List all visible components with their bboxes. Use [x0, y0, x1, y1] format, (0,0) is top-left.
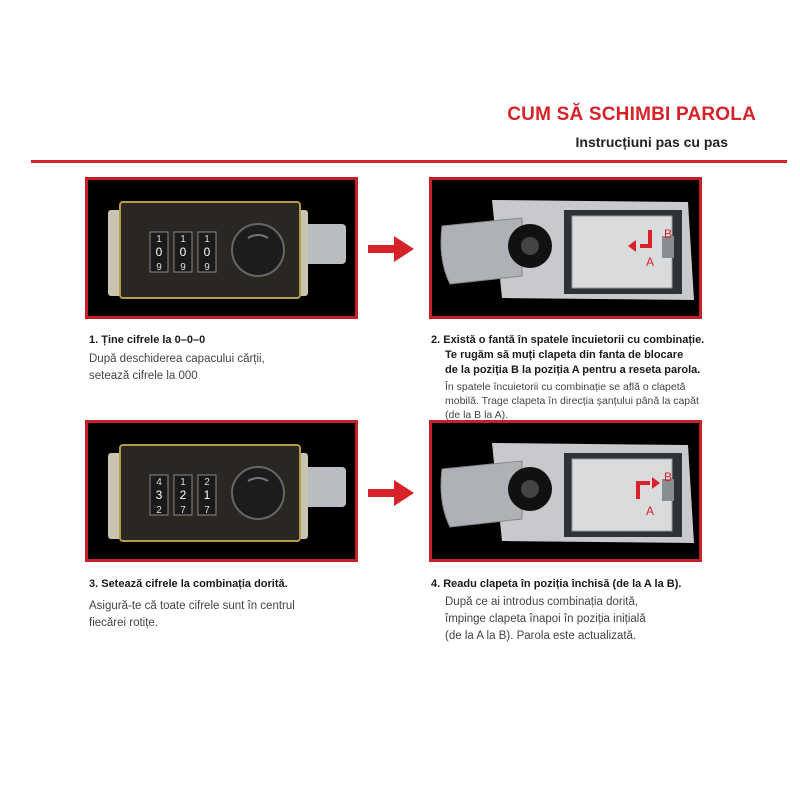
step-2-caption [431, 333, 771, 422]
wheel-2-top: 1 [180, 477, 186, 488]
step-4-heading: 4. Readu clapeta în poziția închisă (de la A la B). [431, 578, 682, 590]
back-lock-illustration [432, 423, 699, 559]
wheel-3-mid: 0 [203, 245, 211, 259]
wheel-1-bot: 9 [156, 262, 162, 273]
step-4-body-line-1: După ce ai introdus combinația dorită, [445, 596, 639, 608]
digit-wheel-1 [150, 232, 168, 273]
step-2-body-line-3: (de la B la A). [445, 409, 509, 421]
wheel-2-top: 1 [180, 234, 186, 245]
wheel-3-bot: 7 [204, 505, 210, 516]
step-4-image [429, 420, 702, 562]
wheel-3-top: 1 [204, 234, 210, 245]
arrow-right-icon [368, 234, 414, 264]
step-4-body-line-3: (de la A la B). Parola este actualizată. [445, 630, 637, 642]
digit-wheel-2 [174, 232, 192, 273]
wheel-1-top: 1 [156, 234, 162, 245]
front-lock-illustration [88, 423, 355, 559]
step-3-body-line-2: fiecărei rotițe. [89, 617, 159, 629]
wheel-1-top: 4 [156, 477, 162, 488]
step-2-image [429, 177, 702, 319]
digit-wheel-3 [198, 475, 216, 516]
label-b: B [664, 227, 673, 241]
label-a: A [646, 255, 655, 269]
step-1-body-line-2: setează cifrele la 000 [89, 370, 198, 382]
step-4-caption [431, 577, 771, 645]
front-lock-illustration [88, 180, 355, 316]
wheel-3-bot: 9 [204, 262, 210, 273]
page-title: CUM SĂ SCHIMBI PAROLA [507, 104, 756, 125]
wheel-2-bot: 7 [180, 505, 186, 516]
wheel-1-mid: 3 [155, 488, 163, 502]
page-subtitle: Instrucțiuni pas cu pas [575, 134, 728, 150]
step-2-body-line-1: În spatele încuietorii cu combinație se află o clapetă [445, 381, 686, 393]
wheel-1-mid: 0 [155, 245, 163, 259]
back-lock-illustration [432, 180, 699, 316]
step-3-image [85, 420, 358, 562]
wheel-3-top: 2 [204, 477, 210, 488]
lock-knob [232, 224, 284, 276]
wheel-3-mid: 1 [203, 488, 211, 502]
step-1-body-line-1: După deschiderea capacului cărții, [89, 353, 265, 365]
step-4-body-line-2: împinge clapeta înapoi în poziția inițială [445, 613, 646, 625]
step-1-caption [89, 333, 359, 385]
wheel-2-mid: 2 [179, 488, 187, 502]
step-2-heading-line-3: de la poziția B la poziția A pentru a reseta parola. [445, 364, 701, 376]
digit-wheel-1 [150, 475, 168, 516]
step-2-heading-line-1: 2. Există o fantă în spatele încuietorii cu combinație. [431, 334, 705, 346]
wheel-1-bot: 2 [156, 505, 162, 516]
wheel-2-bot: 9 [180, 262, 186, 273]
digit-wheel-3 [198, 232, 216, 273]
wheel-2-mid: 0 [179, 245, 187, 259]
step-3-heading: 3. Setează cifrele la combinația dorită. [89, 578, 288, 590]
arrow-right-icon [368, 478, 414, 508]
step-3-body-line-1: Asigură-te că toate cifrele sunt în centrul [89, 600, 295, 612]
label-a: A [646, 504, 655, 518]
step-2-body-line-2: mobilă. Trage clapeta în direcția șanțului până la capăt [445, 395, 699, 407]
step-1-image [85, 177, 358, 319]
step-1-heading: 1. Ține cifrele la 0–0–0 [89, 334, 206, 346]
label-b: B [664, 470, 673, 484]
step-3-caption [89, 577, 369, 632]
digit-wheel-2 [174, 475, 192, 516]
lock-knob [232, 467, 284, 519]
title-divider [31, 160, 787, 163]
step-2-heading-line-2: Te rugăm să muți clapeta din fanta de blocare [445, 349, 684, 361]
